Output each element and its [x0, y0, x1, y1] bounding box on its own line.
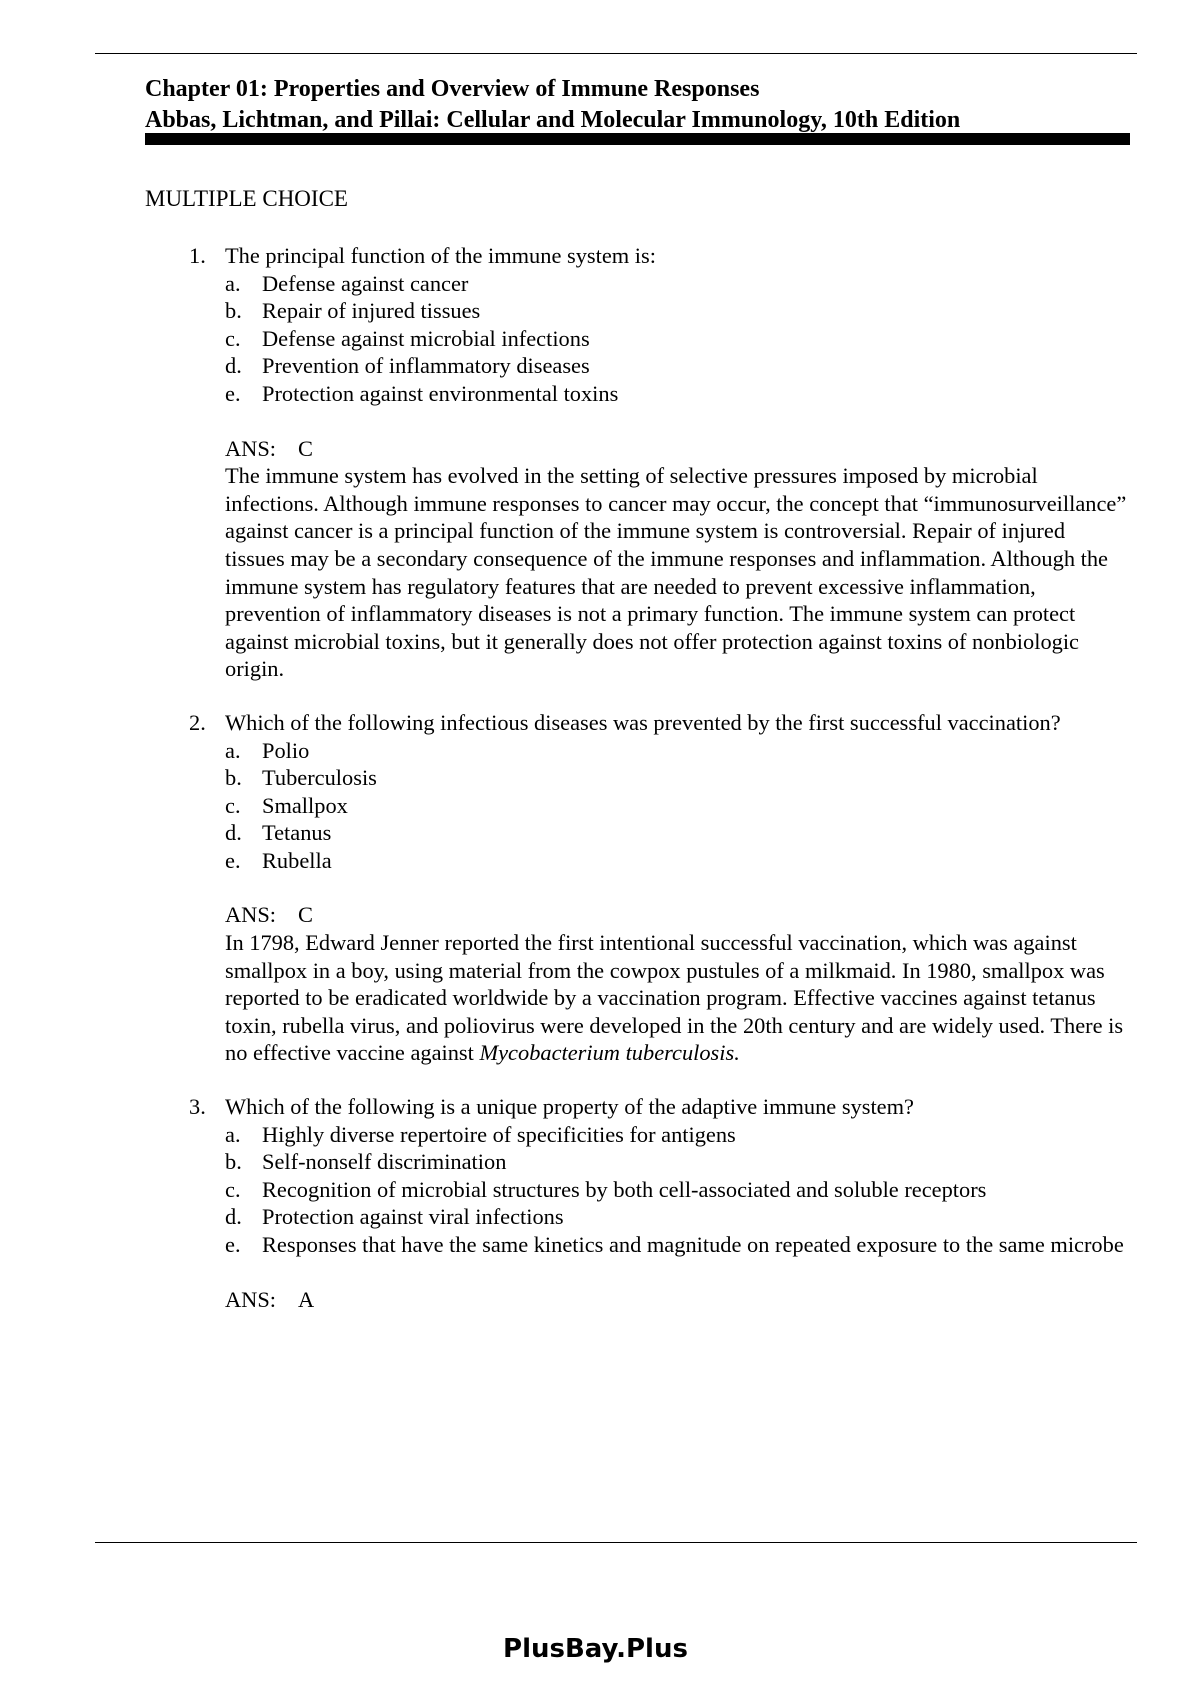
option-text: Tetanus: [262, 820, 332, 846]
answer-label: ANS:: [225, 1286, 277, 1312]
option-letter: c.: [225, 792, 241, 818]
question-number: 3.: [189, 1094, 206, 1120]
option-text: Protection against viral infections: [262, 1204, 564, 1230]
option-text: Defense against microbial infections: [262, 325, 590, 351]
document-header: [145, 74, 1130, 136]
rationale-italic-term: Mycobacterium tuberculosis.: [479, 1040, 740, 1066]
option-letter: d.: [225, 353, 242, 379]
option-text: Rubella: [262, 847, 332, 873]
option-letter: a.: [225, 270, 241, 296]
question-text: The principal function of the immune system is:: [225, 243, 656, 268]
option-c: [225, 325, 1130, 353]
option-text: Defense against cancer: [262, 270, 469, 296]
option-text: Smallpox: [262, 792, 348, 818]
option-text: Highly diverse repertoire of specificities for antigens: [262, 1121, 736, 1147]
option-text: Responses that have the same kinetics and magnitude on repeated exposure to the same microbe: [262, 1232, 1124, 1257]
option-a: [225, 270, 1130, 298]
chapter-title: Chapter 01: Properties and Overview of Immune Responses: [145, 76, 760, 102]
section-title: MULTIPLE CHOICE: [145, 186, 348, 211]
option-text: Prevention of inflammatory diseases: [262, 353, 590, 379]
option-letter: e.: [225, 847, 241, 873]
option-letter: a.: [225, 1121, 241, 1147]
option-text: Self-nonself discrimination: [262, 1149, 507, 1175]
option-letter: c.: [225, 1176, 241, 1202]
option-a: [225, 1121, 1130, 1149]
option-d: [225, 819, 1130, 847]
option-c: [225, 1176, 1130, 1204]
question-2: [145, 709, 1130, 1067]
answer-rationale: [225, 929, 1130, 1067]
rationale-text: In 1798, Edward Jenner reported the first intentional successful vaccination, which was against smallpox in a boy, using material from the cowpox pustules of a milkmaid. In 1980, smallpox was reported to be eradicated worldwide by a vaccination program. Effective vaccines against tetanus toxin, rubella virus, and poliovirus were developed in the 20th century and are widely used. There is no effective vaccine against: [225, 930, 1124, 1066]
option-e: [225, 1231, 1130, 1259]
option-text: Repair of injured tissues: [262, 298, 481, 324]
option-d: [225, 352, 1130, 380]
option-letter: d.: [225, 1204, 242, 1230]
option-d: [225, 1203, 1130, 1231]
option-letter: c.: [225, 325, 241, 351]
question-3: [145, 1093, 1130, 1313]
option-e: [225, 847, 1130, 875]
answer-line: [225, 1286, 1130, 1314]
answer-line: [225, 435, 1130, 463]
option-text: Tuberculosis: [262, 765, 377, 791]
answer-value: C: [298, 435, 313, 461]
bottom-rule: [95, 1542, 1137, 1543]
question-text: Which of the following is a unique property of the adaptive immune system?: [225, 1094, 914, 1120]
option-text: Protection against environmental toxins: [262, 380, 619, 406]
option-letter: b.: [225, 765, 242, 791]
answer-value: A: [298, 1286, 315, 1312]
option-letter: e.: [225, 1232, 241, 1257]
option-e: [225, 380, 1130, 408]
option-b: [225, 1148, 1130, 1176]
header-bar: [145, 133, 1130, 145]
question-1: [145, 242, 1130, 683]
option-letter: b.: [225, 298, 242, 324]
answer-label: ANS:: [225, 902, 277, 928]
option-text: Polio: [262, 737, 310, 763]
option-letter: d.: [225, 820, 242, 846]
answer-rationale: The immune system has evolved in the setting of selective pressures imposed by microbial infections. Although immune responses to cancer may occur, the concept that “immunosurveillance” against cancer is a principal function of the immune system is controversial. Repair of injured tissues may be a secondary consequence of the immune responses and inflammation. Although the immune system has regulatory features that are needed to prevent excessive inflammation, prevention of inflammatory diseases is not a primary function. The immune system can protect against microbial toxins, but it generally does not offer protection against toxins of nonbiologic origin.: [225, 463, 1127, 682]
option-letter: e.: [225, 380, 241, 406]
question-number: 2.: [189, 709, 206, 735]
option-text: Recognition of microbial structures by both cell-associated and soluble receptors: [262, 1176, 987, 1202]
footer-brand: PlusBay.Plus: [503, 1634, 688, 1664]
option-b: [225, 764, 1130, 792]
question-text: Which of the following infectious diseases was prevented by the first successful vaccination?: [225, 709, 1061, 735]
answer-line: [225, 901, 1130, 929]
book-title: Abbas, Lichtman, and Pillai: Cellular and Molecular Immunology, 10th Edition: [145, 107, 961, 133]
questions-list: [145, 242, 1130, 1339]
answer-label: ANS:: [225, 435, 277, 461]
top-rule: [95, 53, 1137, 54]
option-a: [225, 737, 1130, 765]
option-letter: b.: [225, 1149, 242, 1175]
option-letter: a.: [225, 737, 241, 763]
answer-value: C: [298, 902, 313, 928]
option-c: [225, 792, 1130, 820]
option-b: [225, 297, 1130, 325]
question-number: 1.: [189, 243, 206, 268]
